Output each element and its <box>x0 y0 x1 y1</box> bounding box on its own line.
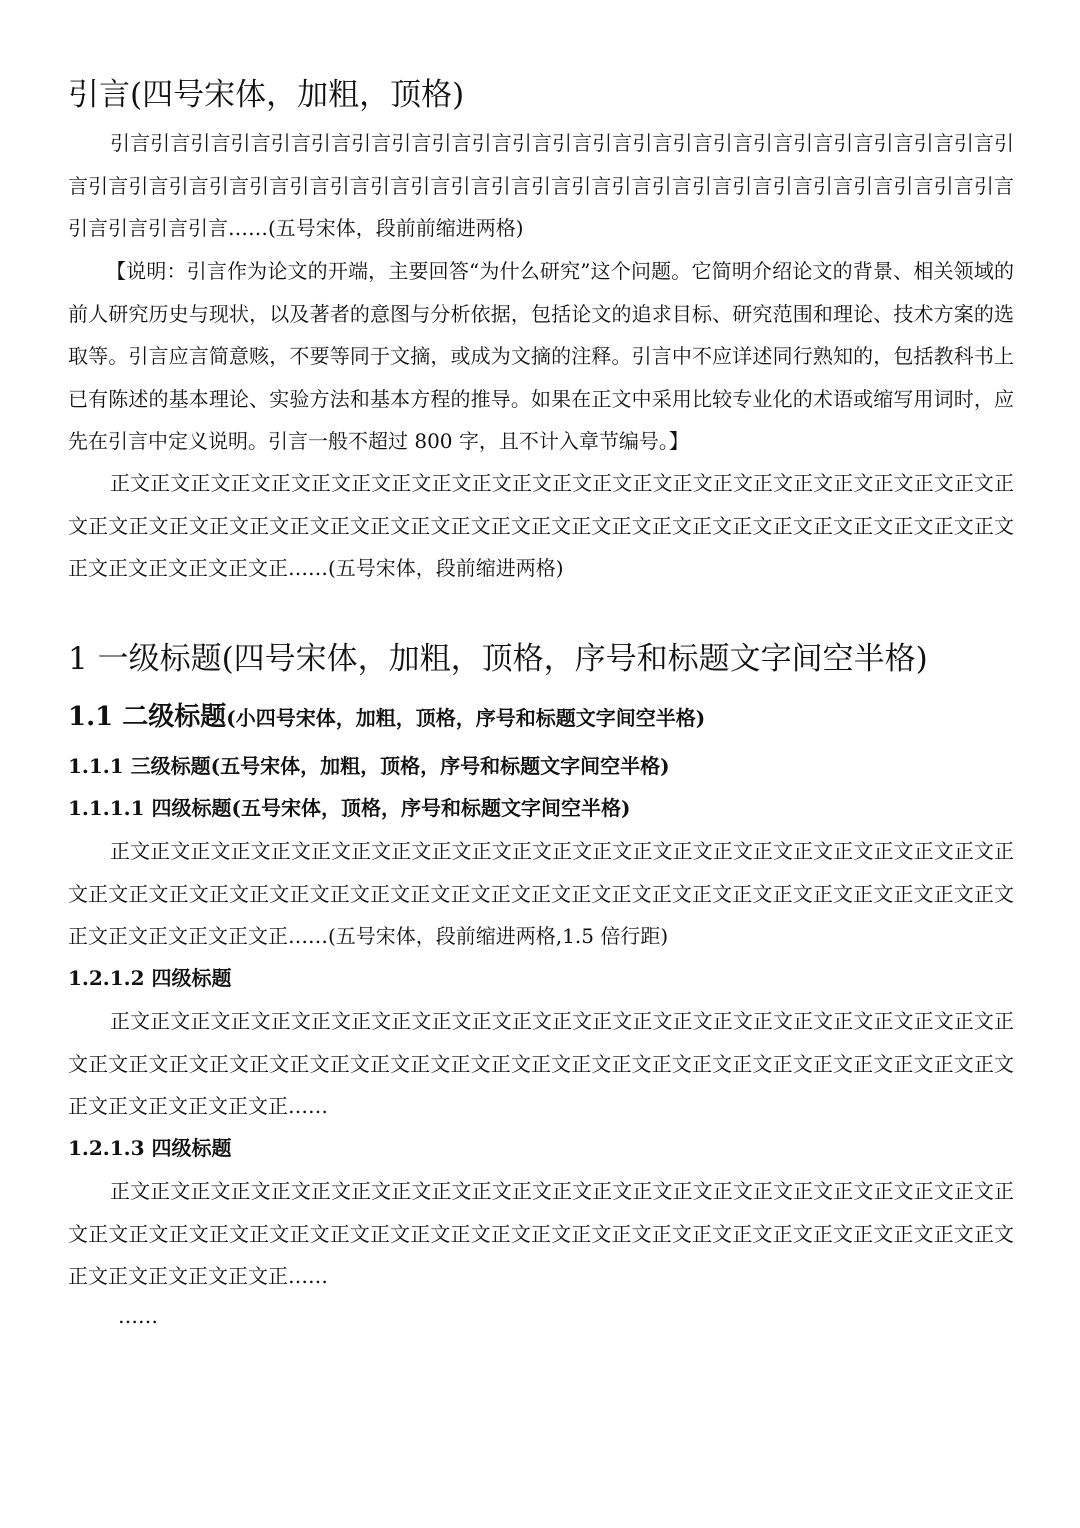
level3-heading: 1.1.1 三级标题(五号宋体，加粗，顶格，序号和标题文字间空半格) <box>68 754 670 778</box>
level2-heading-text: 1.1 二级标题 <box>68 702 227 732</box>
intro-body-paragraph: 正文正文正文正文正文正文正文正文正文正文正文正文正文正文正文正文正文正文正文正文正文正文正文正文正文正文正文正文正文正文正文正文正文正文正文正文正文正文正文正文正文正文正文正文正文正文正文正文正文正文正文正……(五号宋体，段前缩进两格) <box>68 471 1014 580</box>
trailing-ellipsis: …… <box>118 1304 158 1328</box>
body-paragraph-3: 正文正文正文正文正文正文正文正文正文正文正文正文正文正文正文正文正文正文正文正文正文正文正文正文正文正文正文正文正文正文正文正文正文正文正文正文正文正文正文正文正文正文正文正文正文正文正文正文正文正文正文正…… <box>68 1179 1014 1288</box>
level2-heading <box>68 695 1014 740</box>
intro-paragraph: 引言引言引言引言引言引言引言引言引言引言引言引言引言引言引言引言引言引言引言引言引言引言引言引言引言引言引言引言引言引言引言引言引言引言引言引言引言引言引言引言引言引言引言引言引言引言引言引言引言引言……(五号宋体，段前前缩进两格) <box>68 131 1014 240</box>
level1-heading: 1 一级标题(四号宋体，加粗，顶格，序号和标题文字间空半格) <box>68 641 928 677</box>
intro-heading: 引言(四号宋体，加粗，顶格) <box>68 77 465 113</box>
body-paragraph-1: 正文正文正文正文正文正文正文正文正文正文正文正文正文正文正文正文正文正文正文正文正文正文正文正文正文正文正文正文正文正文正文正文正文正文正文正文正文正文正文正文正文正文正文正文正文正文正文正文正文正文正文正……(五号宋体，段前缩进两格,1.5 倍行距) <box>68 839 1014 948</box>
level4-heading-2: 1.2.1.2 四级标题 <box>68 966 232 990</box>
level2-heading-note: (小四号宋体，加粗，顶格，序号和标题文字间空半格) <box>226 706 706 730</box>
body-paragraph-2: 正文正文正文正文正文正文正文正文正文正文正文正文正文正文正文正文正文正文正文正文正文正文正文正文正文正文正文正文正文正文正文正文正文正文正文正文正文正文正文正文正文正文正文正文正文正文正文正文正文正文正文正…… <box>68 1009 1014 1118</box>
level4-heading-3: 1.2.1.3 四级标题 <box>68 1136 232 1160</box>
intro-note-paragraph: 【说明：引言作为论文的开端，主要回答“为什么研究”这个问题。它简明介绍论文的背景、相关领域的前人研究历史与现状，以及著者的意图与分析依据，包括论文的追求目标、研究范围和理论、技术方案的选取等。引言应言简意赅，不要等同于文摘，或成为文摘的注释。引言中不应详述同行熟知的，包括教科书上已有陈述的基本理论、实验方法和基本方程的推导。如果在正文中采用比较专业化的术语或缩写用词时，应先在引言中定义说明。引言一般不超过 800 字，且不计入章节编号。】 <box>68 259 1014 453</box>
level4-heading-1: 1.1.1.1 四级标题(五号宋体，顶格，序号和标题文字间空半格) <box>68 796 631 820</box>
